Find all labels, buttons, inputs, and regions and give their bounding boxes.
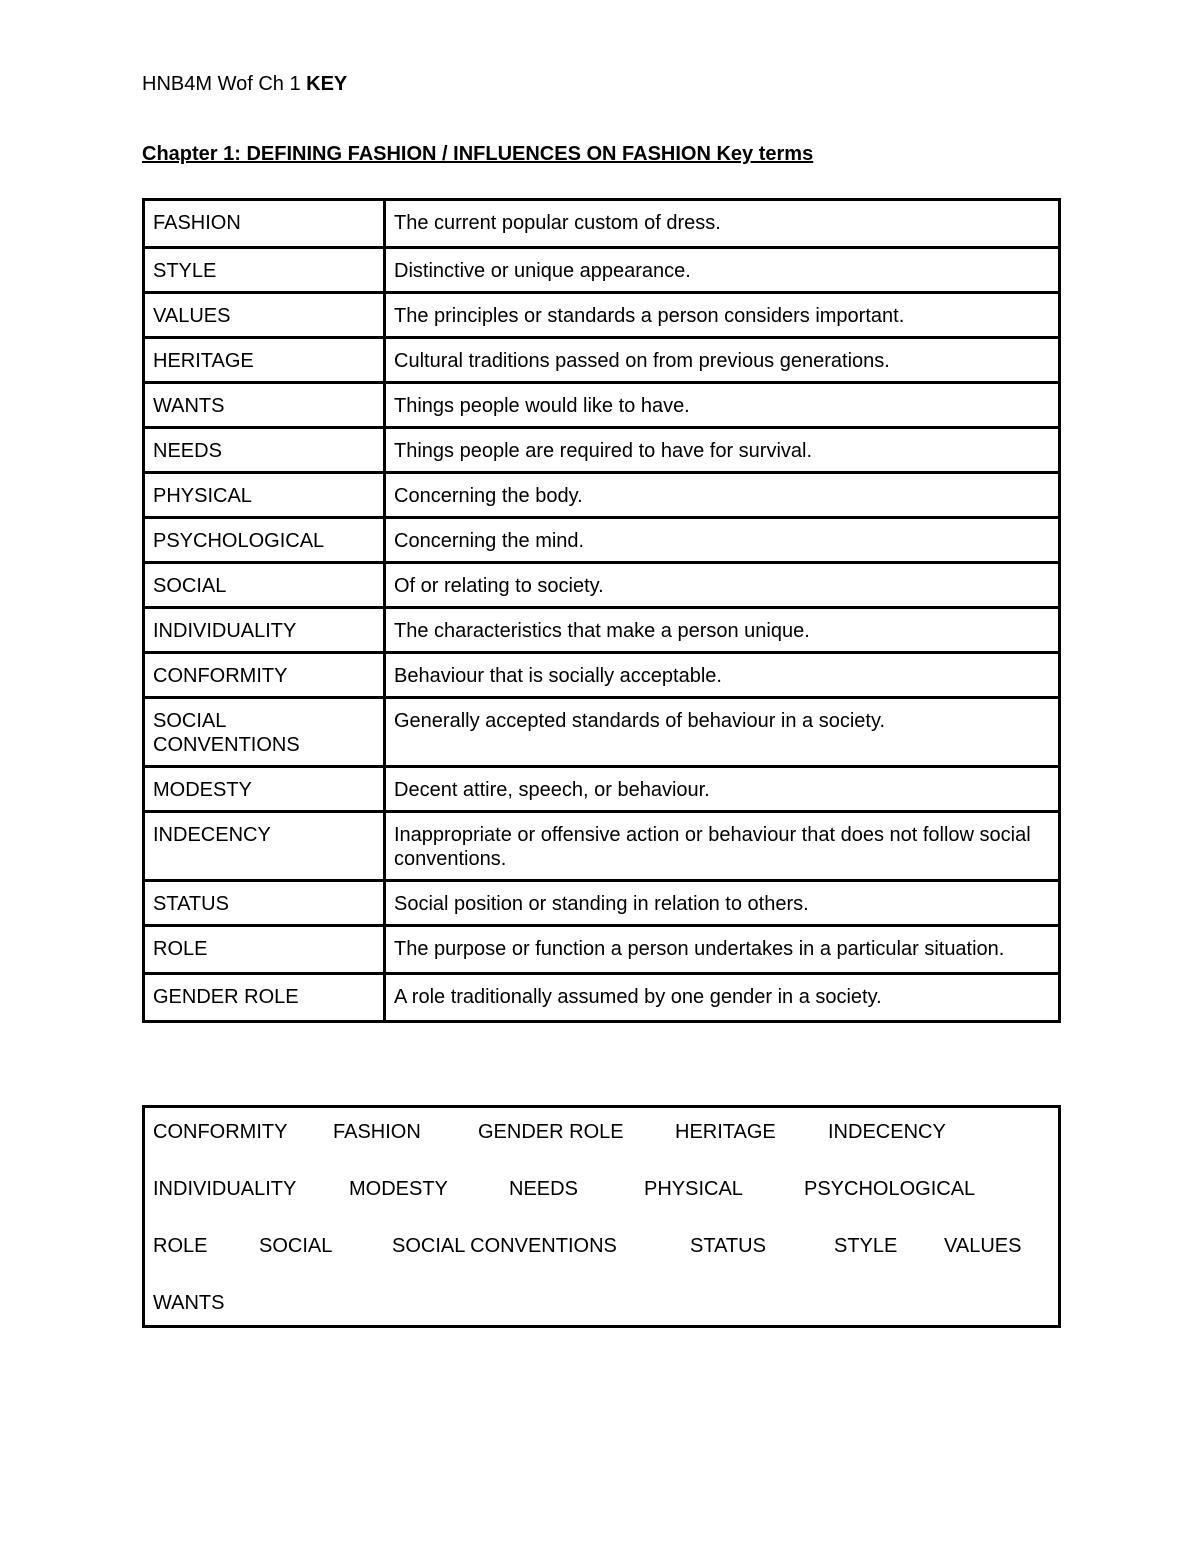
table-row xyxy=(144,608,1060,653)
definition-cell: Generally accepted standards of behaviour in a society. xyxy=(385,698,1060,767)
term-cell: PHYSICAL xyxy=(144,473,385,518)
table-row xyxy=(144,653,1060,698)
term-cell: INDIVIDUALITY xyxy=(144,608,385,653)
definition-cell: Behaviour that is socially acceptable. xyxy=(385,653,1060,698)
word-bank-line xyxy=(145,1222,1058,1279)
table-row xyxy=(144,518,1060,563)
term-cell: WANTS xyxy=(144,383,385,428)
word-bank-item: NEEDS xyxy=(509,1178,578,1200)
key-terms-table xyxy=(142,198,1061,1023)
definition-cell: Distinctive or unique appearance. xyxy=(385,248,1060,293)
word-bank-item: SOCIAL xyxy=(259,1235,333,1257)
word-bank-item: HERITAGE xyxy=(675,1121,776,1143)
word-bank-item: WANTS xyxy=(153,1292,225,1314)
definition-cell: The current popular custom of dress. xyxy=(385,200,1060,248)
key-label: KEY xyxy=(306,73,348,95)
word-bank-line xyxy=(145,1165,1058,1222)
word-bank-item: ROLE xyxy=(153,1235,208,1257)
definition-cell: Decent attire, speech, or behaviour. xyxy=(385,767,1060,812)
term-cell: HERITAGE xyxy=(144,338,385,383)
word-bank-item: PHYSICAL xyxy=(644,1178,743,1200)
term-cell: FASHION xyxy=(144,200,385,248)
definition-cell: Of or relating to society. xyxy=(385,563,1060,608)
definition-cell: Inappropriate or offensive action or behaviour that does not follow social conventions. xyxy=(385,812,1060,881)
definition-cell: The principles or standards a person considers important. xyxy=(385,293,1060,338)
term-cell: STYLE xyxy=(144,248,385,293)
term-cell: GENDER ROLE xyxy=(144,974,385,1022)
table-row xyxy=(144,248,1060,293)
word-bank-item: STATUS xyxy=(690,1235,766,1257)
definition-cell: A role traditionally assumed by one gender in a society. xyxy=(385,974,1060,1022)
term-cell: PSYCHOLOGICAL xyxy=(144,518,385,563)
term-cell: STATUS xyxy=(144,881,385,926)
table-row xyxy=(144,383,1060,428)
definition-cell: Things people would like to have. xyxy=(385,383,1060,428)
table-row xyxy=(144,473,1060,518)
word-bank-line xyxy=(145,1108,1058,1165)
table-row xyxy=(144,881,1060,926)
word-bank-item: GENDER ROLE xyxy=(478,1121,624,1143)
definition-cell: The characteristics that make a person unique. xyxy=(385,608,1060,653)
definition-cell: Social position or standing in relation to others. xyxy=(385,881,1060,926)
word-bank-line xyxy=(145,1279,1058,1336)
definition-cell: Concerning the body. xyxy=(385,473,1060,518)
table-row xyxy=(144,698,1060,767)
word-bank-item: PSYCHOLOGICAL xyxy=(804,1178,976,1200)
word-bank-item: VALUES xyxy=(944,1235,1022,1257)
table-row xyxy=(144,926,1060,974)
term-cell: NEEDS xyxy=(144,428,385,473)
table-row xyxy=(144,428,1060,473)
term-cell: ROLE xyxy=(144,926,385,974)
word-bank-item: INDIVIDUALITY xyxy=(153,1178,297,1200)
course-code: HNB4M Wof Ch 1 xyxy=(142,73,301,95)
table-row xyxy=(144,200,1060,248)
table-row xyxy=(144,974,1060,1022)
term-cell: VALUES xyxy=(144,293,385,338)
term-cell: CONFORMITY xyxy=(144,653,385,698)
word-bank xyxy=(142,1105,1061,1328)
table-row xyxy=(144,812,1060,881)
term-cell: MODESTY xyxy=(144,767,385,812)
word-bank-item: MODESTY xyxy=(349,1178,448,1200)
word-bank-item: SOCIAL CONVENTIONS xyxy=(392,1235,617,1257)
definition-cell: The purpose or function a person undertakes in a particular situation. xyxy=(385,926,1060,974)
table-row xyxy=(144,563,1060,608)
table-row xyxy=(144,767,1060,812)
term-cell: INDECENCY xyxy=(144,812,385,881)
definition-cell: Concerning the mind. xyxy=(385,518,1060,563)
definition-cell: Cultural traditions passed on from previous generations. xyxy=(385,338,1060,383)
word-bank-item: INDECENCY xyxy=(828,1121,946,1143)
table-row xyxy=(144,338,1060,383)
word-bank-item: FASHION xyxy=(333,1121,421,1143)
document-title: Chapter 1: DEFINING FASHION / INFLUENCES ON FASHION Key terms xyxy=(142,143,814,165)
term-cell: SOCIAL CONVENTIONS xyxy=(144,698,385,767)
word-bank-item: STYLE xyxy=(834,1235,898,1257)
term-cell: SOCIAL xyxy=(144,563,385,608)
table-row xyxy=(144,293,1060,338)
page-header xyxy=(142,72,347,96)
word-bank-item: CONFORMITY xyxy=(153,1121,288,1143)
definition-cell: Things people are required to have for survival. xyxy=(385,428,1060,473)
